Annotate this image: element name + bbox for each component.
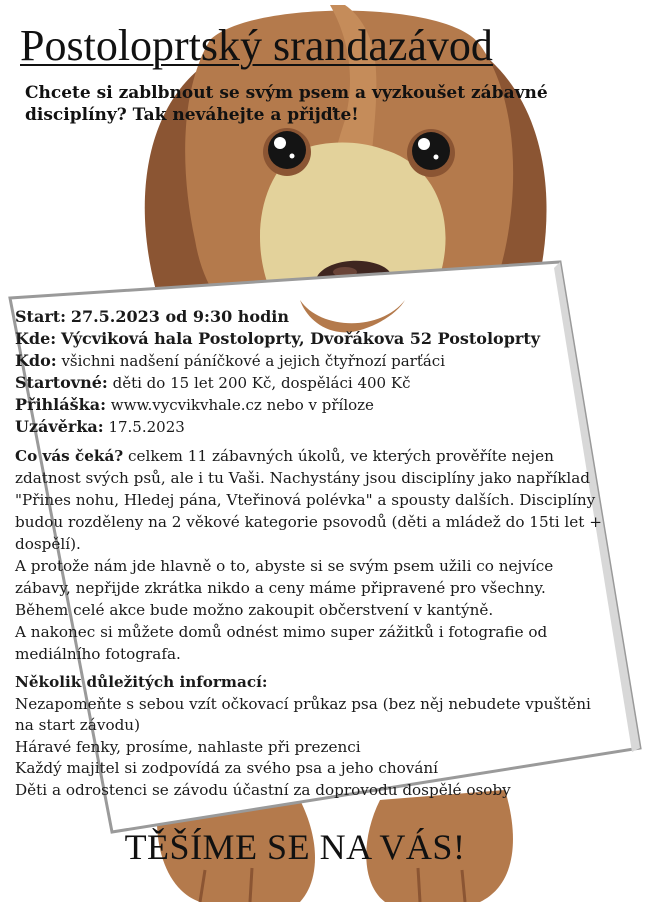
important-notes — [15, 672, 613, 801]
event-details — [15, 306, 615, 438]
detail-location — [15, 328, 615, 350]
notes-heading: Několik důležitých informací: — [15, 673, 268, 691]
detail-value: děti do 15 let 200 Kč, dospěláci 400 Kč — [112, 374, 411, 392]
description-paragraph: A protože nám jde hlavně o to, abyste si se svým psem užili co nejvíce zábavy, nepřijde zkrátka nikdo a ceny máme připravené pro všechny. — [15, 557, 554, 597]
detail-label: Kde: — [15, 329, 57, 348]
right-eye — [407, 129, 455, 177]
detail-label: Uzávěrka: — [15, 417, 104, 436]
description-paragraph: A nakonec si můžete domů odnést mimo super zážitků i fotografie od mediálního fotografa. — [15, 623, 548, 663]
note-item: Děti a odrostenci se závodu účastní za doprovodu dospělé osoby — [15, 780, 511, 799]
left-eye — [263, 128, 311, 176]
detail-registration — [15, 394, 615, 416]
detail-who — [15, 350, 615, 372]
page-subtitle: Chcete si zablbnout se svým psem a vyzkoušet zábavné disciplíny? Tak neváhejte a přijďte! — [25, 83, 548, 125]
description-paragraph: Během celé akce bude možno zakoupit občerstvení v kantýně. — [15, 601, 494, 619]
page-title: Postoloprtský srandazávod — [20, 21, 493, 70]
description-text: celkem 11 zábavných úkolů, ve kterých prověříte nejen zdatnost svých psů, ale i tu Vaši. Nachystány jsou disciplíny jako například "Přines nohu, Hledej pána, Vteřinová polévka" a spousty dalších. Disciplíny budou rozděleny na 2 věkové kategorie psovodů (děti a mládež do 15ti let + dospělí). — [15, 447, 602, 553]
detail-start — [15, 306, 615, 328]
detail-value: 17.5.2023 — [108, 418, 185, 436]
detail-deadline — [15, 416, 615, 438]
detail-label: Kdo: — [15, 351, 57, 370]
detail-label: Start: — [15, 307, 67, 326]
description — [15, 445, 613, 665]
note-item: Každý majitel si zodpovídá za svého psa a jeho chování — [15, 759, 439, 777]
note-item: Háravé fenky, prosíme, nahlaste při prezenci — [15, 737, 361, 756]
detail-value: všichni nadšení páníčkové a jejich čtyřnozí parťáci — [61, 352, 445, 370]
detail-fee — [15, 372, 615, 394]
detail-value: Výcviková hala Postoloprty, Dvořákova 52 Postoloprty — [60, 329, 541, 348]
description-label: Co vás čeká? — [15, 447, 124, 465]
closing-message: TĚŠÍME SE NA VÁS! — [124, 827, 466, 867]
description-lead — [15, 445, 613, 555]
detail-label: Startovné: — [15, 373, 108, 392]
detail-value: 27.5.2023 od 9:30 hodin — [70, 307, 289, 326]
detail-label: Přihláška: — [15, 395, 106, 414]
detail-value: www.vycvikvhale.cz nebo v příloze — [110, 396, 374, 414]
note-item: Nezapomeňte s sebou vzít očkovací průkaz psa (bez něj nebudete vpuštěni na start závodu) — [15, 694, 591, 734]
